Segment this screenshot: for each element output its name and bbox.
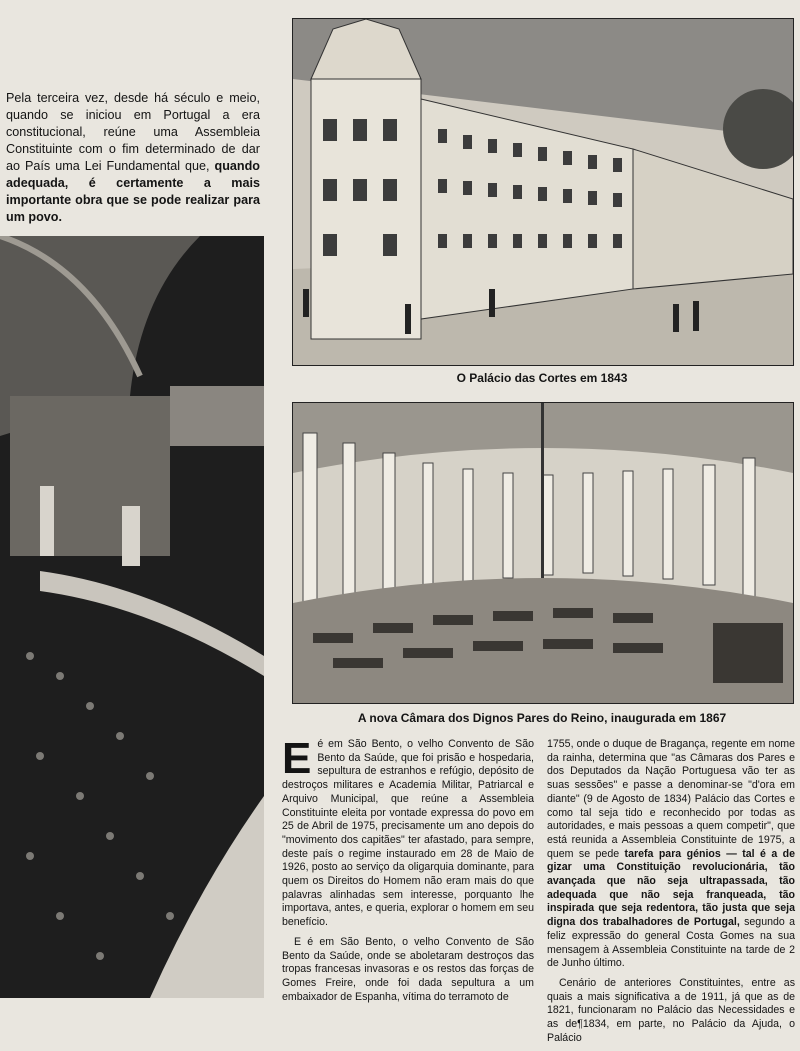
article-text-3-bold: tarefa para génios — tal é a de gizar uma Constituição revolucionária, tão avançada que não seja ultrapassada, tão adequada que não seja franqueada, tão inspirada que seja redentora, tão justa que seja digna dos trabalhadores de Portugal, — [547, 847, 796, 929]
caption-camara: A nova Câmara dos Dignos Pares do Reino, inaugurada em 1867 — [357, 711, 727, 725]
article-paragraph-4: Cenário de anteriores Constituintes, entre as quais a mais significativa a de 1911, já que as de 1821, funcionaram no Palácio das Necessidades e as de¶1834, em parte, no Palácio da Ajuda, o Palácio — [547, 976, 795, 1044]
article-text-1: é em São Bento, o velho Convento de São Bento da Saúde, que foi prisão e hospedaria, sepultura de estranhos e refúgio, depósito de destroços militares e Academia Militar, Patriarcal e Arquivo Municipal, que reúne a Assembleia Constituinte eleita por vontade expressa do povo em 25 de Abril de 1975, precisamente um ano depois do "movimento dos capitães" ter afastado, para sempre, deste país o regime instaurado em 28 de Maio de 1926, posto ao serviço da oligarquia dominante, para quem os Direitos do Homem não eram mais do que palavras alinhadas sem interesse, porquanto lhe importava, antes, e queria, explorar o homem em seu benefício. — [282, 738, 534, 929]
caption-palacio: O Palácio das Cortes em 1843 — [456, 371, 628, 385]
article-paragraph-1 — [282, 734, 534, 930]
article-column-1 — [282, 734, 534, 1010]
lead-paragraph — [6, 90, 260, 226]
lead-text: Pela terceira vez, desde há século e meio, quando se iniciou em Portugal a era constitucional, reúne uma Assembleia Constituinte com o fim determinado de dar ao País uma Lei Fundamental que, — [6, 91, 260, 173]
assembly-photo — [0, 236, 264, 998]
article-paragraph-3 — [547, 738, 795, 971]
article-paragraph-2: E é em São Bento, o velho Convento de São Bento da Saúde, onde se aboletaram destroços das tropas francesas invasoras e os restos das forças de Gomes Freire, onde foi dada sepultura a um embaixador de Espanha, vítima do terramoto de — [282, 935, 534, 1003]
article-text-3: 1755, onde o duque de Bragança, regente em nome da rainha, determina que "as Câmaras dos Pares e dos Deputados da Nação Portuguesa vão ter as suas sessões" e passe a denominar-se "d'ora em diante" (9 de Agosto de 1834) Palácio das Cortes e como tal seja tido e reconhecido por todas as autoridades, e mais pessoas a quem competir", que está reunida a Assembleia Constituinte de 1975, a quem se pede — [547, 738, 795, 860]
lead-text-bold: quando adequada, é certamente a mais importante obra que se pode realizar para um povo. — [6, 159, 260, 224]
camara-engraving — [292, 402, 794, 704]
article-text-3-end: segundo a feliz expressão do general Costa Gomes na sua mensagem à Assembleia Constituinte na tarde de 2 de Junho último. — [547, 916, 795, 970]
dropcap: E — [282, 734, 312, 783]
palacio-engraving — [292, 18, 794, 366]
article-column-2 — [547, 738, 795, 1051]
